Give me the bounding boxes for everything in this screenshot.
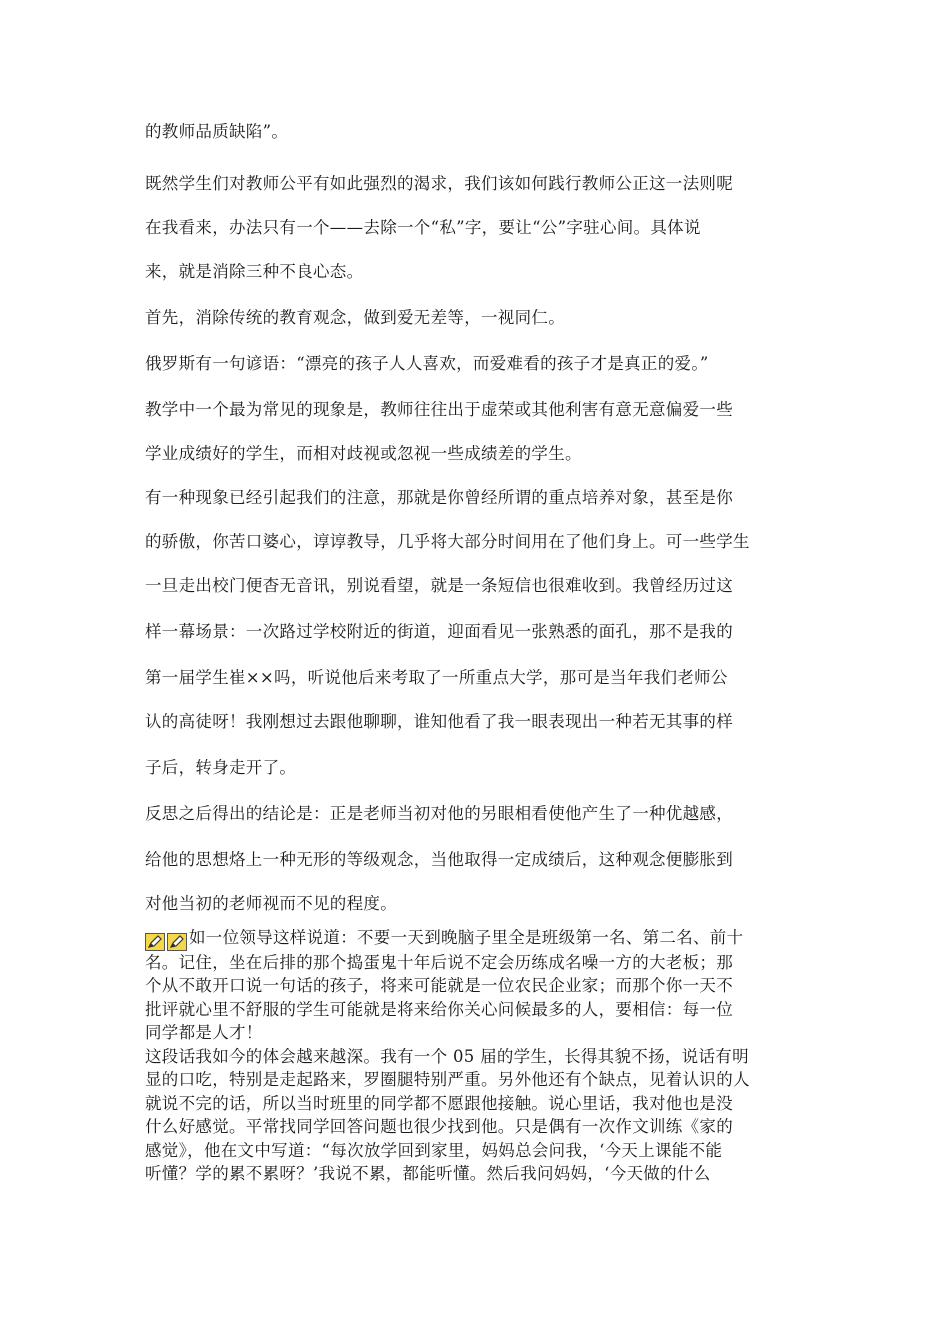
text-line: 学业成绩好的学生，而相对歧视或忽视一些成绩差的学生。 <box>145 444 582 463</box>
text-line: 显的口吃，特别是走起路来，罗圈腿特别严重。另外他还有个缺点，见着认识的人 <box>145 1070 750 1089</box>
edit-pencil-icon[interactable] <box>167 929 187 952</box>
text-line: 在我看来，办法只有一个——去除一个“私”字，要让“公”字驻心间。具体说 <box>145 218 701 237</box>
text-line: 认的高徒呀！我刚想过去跟他聊聊，谁知他看了我一眼表现出一种若无其事的样 <box>145 712 733 731</box>
text-line: 个从不敢开口说一句话的孩子，将来可能就是一位农民企业家；而那个你一天不 <box>145 976 733 995</box>
text-line: 反思之后得出的结论是：正是老师当初对他的另眼相看使他产生了一种优越感， <box>145 804 733 823</box>
text-line: 首先，消除传统的教育观念，做到爱无差等，一视同仁。 <box>145 308 565 327</box>
text-line: 一旦走出校门便杳无音讯，别说看望，就是一条短信也很难收到。我曾经历过这 <box>145 576 733 595</box>
text-line: 感觉》，他在文中写道：“每次放学回到家里，妈妈总会问我，‘今天上课能不能 <box>145 1141 723 1160</box>
text-line: 教学中一个最为常见的现象是，教师往往出于虚荣或其他利害有意无意偏爱一些 <box>145 400 733 419</box>
text-line: 既然学生们对教师公平有如此强烈的渴求，我们该如何践行教师公正这一法则呢 <box>145 174 733 193</box>
text-line: 同学都是人才！ <box>145 1023 263 1042</box>
text-line: 批评就心里不舒服的学生可能就是将来给你关心问候最多的人，要相信：每一位 <box>145 1000 733 1019</box>
text-line: 子后，转身走开了。 <box>145 758 297 777</box>
text-line: 第一届学生崔××吗，听说他后来考取了一所重点大学，那可是当年我们老师公 <box>145 668 728 687</box>
text-line: 什么好感觉。平常找同学回答问题也很少找到他。只是偶有一次作文训练《家的 <box>145 1117 733 1136</box>
text-line: 的骄傲，你苦口婆心，谆谆教导，几乎将大部分时间用在了他们身上。可一些学生 <box>145 532 750 551</box>
text-line: 的教师品质缺陷”。 <box>145 122 289 141</box>
text-line: 这段话我如今的体会越来越深。我有一个 05 届的学生，长得其貌不扬，说话有明 <box>145 1047 749 1066</box>
text-line: 俄罗斯有一句谚语：“漂亮的孩子人人喜欢，而爱难看的孩子才是真正的爱。” <box>145 354 709 373</box>
text-line: 给他的思想烙上一种无形的等级观念，当他取得一定成绩后，这种观念便膨胀到 <box>145 850 733 869</box>
text-line <box>145 926 743 952</box>
text-line: 对他当初的老师视而不见的程度。 <box>145 894 397 913</box>
text-run: 如一位领导这样说道：不要一天到晚脑子里全是班级第一名、第二名、前十 <box>189 928 744 947</box>
text-line: 就说不完的话，所以当时班里的同学都不愿跟他接触。说心里话，我对他也是没 <box>145 1094 733 1113</box>
edit-pencil-icon[interactable] <box>145 929 165 952</box>
text-line: 名。记住，坐在后排的那个捣蛋鬼十年后说不定会历练成名噪一方的大老板；那 <box>145 953 733 972</box>
text-line: 听懂？学的累不累呀？’我说不累，都能听懂。然后我问妈妈，‘今天做的什么 <box>145 1164 711 1183</box>
text-line: 样一幕场景：一次路过学校附近的街道，迎面看见一张熟悉的面孔，那不是我的 <box>145 622 733 641</box>
text-line: 有一种现象已经引起我们的注意，那就是你曾经所谓的重点培养对象，甚至是你 <box>145 488 733 507</box>
text-line: 来，就是消除三种不良心态。 <box>145 262 364 281</box>
